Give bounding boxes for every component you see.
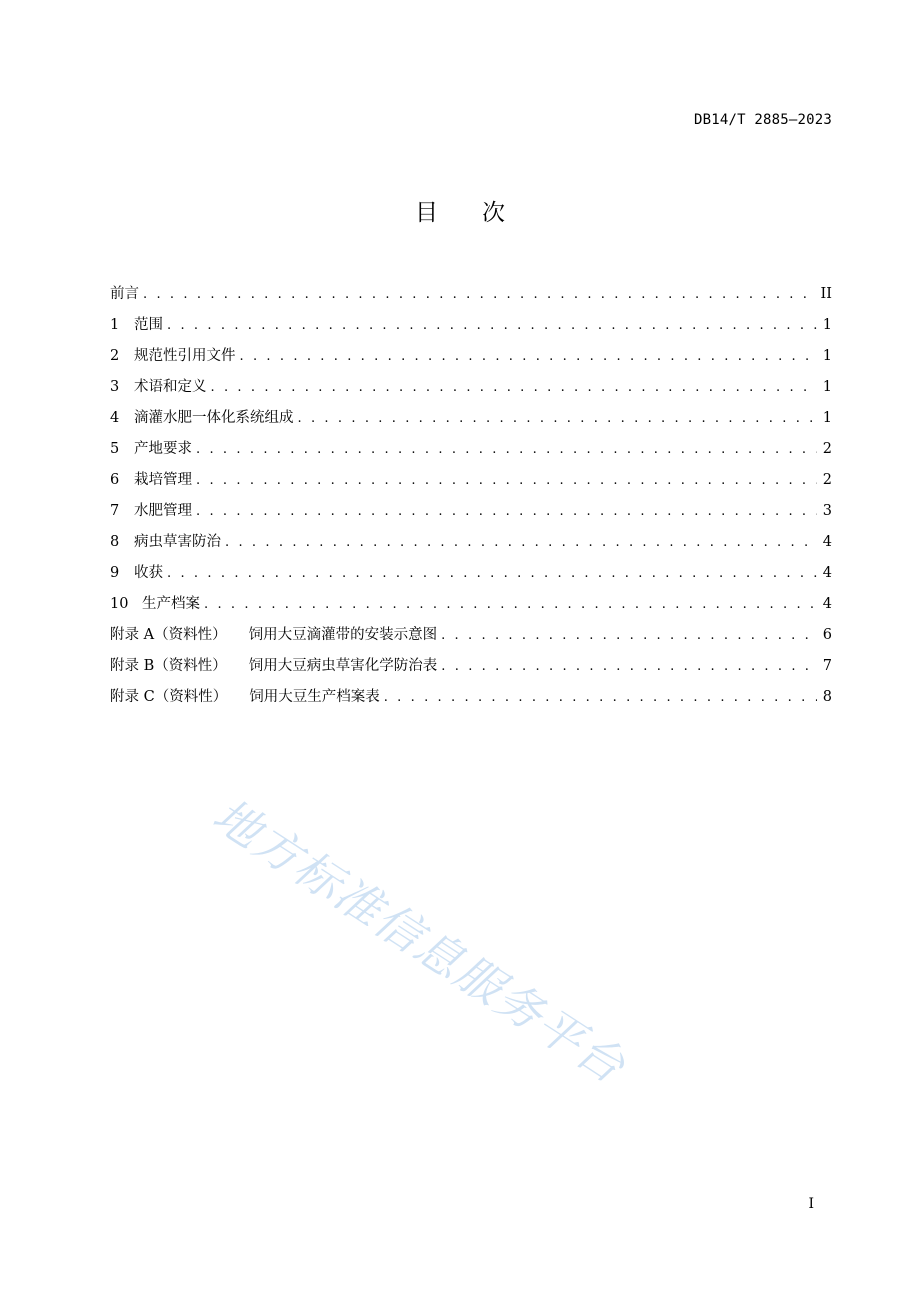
toc-entry-8[interactable] [110, 527, 832, 558]
toc-entry-label: 饲用大豆生产档案表 [249, 689, 380, 705]
toc-entry-5[interactable] [110, 434, 832, 465]
toc-entry-page: 1 [822, 379, 832, 395]
toc-leader-dots [225, 527, 817, 558]
toc-entry-2[interactable] [110, 341, 832, 372]
toc-leader-dots [143, 279, 815, 310]
toc-title-char-1: 目 [415, 200, 438, 226]
toc-entry-number: 5 [110, 441, 120, 457]
toc-entry-number: 3 [110, 379, 120, 395]
toc-entry-foreword[interactable] [110, 279, 832, 310]
toc-entry-4[interactable] [110, 403, 832, 434]
toc-entry-label: 饲用大豆病虫草害化学防治表 [248, 658, 438, 674]
toc-entry-label: 饲用大豆滴灌带的安装示意图 [248, 627, 438, 643]
toc-leader-dots [211, 372, 817, 403]
toc-entry-page: 4 [822, 565, 832, 581]
toc-entry-page: 4 [822, 596, 832, 612]
toc-entry-page: 1 [822, 348, 832, 364]
toc-appendix-tag: 附录 B（资料性） [110, 658, 227, 674]
toc-entry-number: 7 [110, 503, 120, 519]
toc-entry-label: 水肥管理 [134, 503, 192, 519]
footer-page-number: I [808, 1196, 814, 1212]
toc-entry-number: 6 [110, 472, 120, 488]
toc-entry-page: 2 [822, 441, 832, 457]
watermark: 地方标准信息服务平台 [203, 787, 636, 1095]
toc-title-char-2: 次 [482, 200, 505, 226]
toc-entry-page: 4 [822, 534, 832, 550]
toc-entry-appendix-c[interactable] [110, 682, 832, 713]
toc-entry-label: 范围 [134, 317, 163, 333]
toc-leader-dots [196, 465, 817, 496]
toc-leader-dots [167, 310, 817, 341]
table-of-contents [110, 279, 832, 713]
toc-entry-label: 生产档案 [142, 596, 200, 612]
toc-entry-number: 10 [110, 596, 129, 612]
toc-entry-10[interactable] [110, 589, 832, 620]
toc-entry-appendix-b[interactable] [110, 651, 832, 682]
toc-leader-dots [167, 558, 817, 589]
toc-entry-label: 栽培管理 [134, 472, 192, 488]
toc-entry-label: 规范性引用文件 [134, 348, 236, 364]
toc-entry-page: 1 [822, 410, 832, 426]
toc-entry-page: II [820, 286, 832, 302]
toc-leader-dots [196, 496, 817, 527]
toc-entry-number: 4 [110, 410, 120, 426]
toc-entry-label: 病虫草害防治 [134, 534, 221, 550]
toc-appendix-tag: 附录 A（资料性） [110, 627, 227, 643]
toc-entry-label: 产地要求 [134, 441, 192, 457]
document-code: DB14/T 2885—2023 [693, 112, 832, 128]
toc-entry-9[interactable] [110, 558, 832, 589]
toc-leader-dots [441, 651, 817, 682]
toc-entry-label: 收获 [134, 565, 163, 581]
toc-entry-number: 1 [110, 317, 120, 333]
toc-entry-page: 7 [822, 658, 832, 674]
toc-entry-6[interactable] [110, 465, 832, 496]
toc-leader-dots [441, 620, 817, 651]
toc-entry-page: 3 [822, 503, 832, 519]
toc-leader-dots [298, 403, 817, 434]
toc-entry-number: 2 [110, 348, 120, 364]
toc-entry-1[interactable] [110, 310, 832, 341]
toc-leader-dots [196, 434, 817, 465]
toc-entry-number: 9 [110, 565, 120, 581]
toc-entry-label: 术语和定义 [134, 379, 207, 395]
toc-entry-label: 前言 [110, 286, 139, 302]
toc-appendix-tag: 附录 C（资料性） [110, 689, 228, 705]
toc-entry-3[interactable] [110, 372, 832, 403]
toc-leader-dots [204, 589, 817, 620]
toc-entry-label: 滴灌水肥一体化系统组成 [134, 410, 294, 426]
toc-leader-dots [384, 682, 817, 713]
toc-entry-7[interactable] [110, 496, 832, 527]
toc-title [0, 194, 920, 227]
toc-leader-dots [240, 341, 817, 372]
toc-entry-page: 6 [822, 627, 832, 643]
toc-entry-page: 2 [822, 472, 832, 488]
toc-entry-appendix-a[interactable] [110, 620, 832, 651]
toc-entry-page: 8 [822, 689, 832, 705]
toc-entry-number: 8 [110, 534, 120, 550]
toc-entry-page: 1 [822, 317, 832, 333]
